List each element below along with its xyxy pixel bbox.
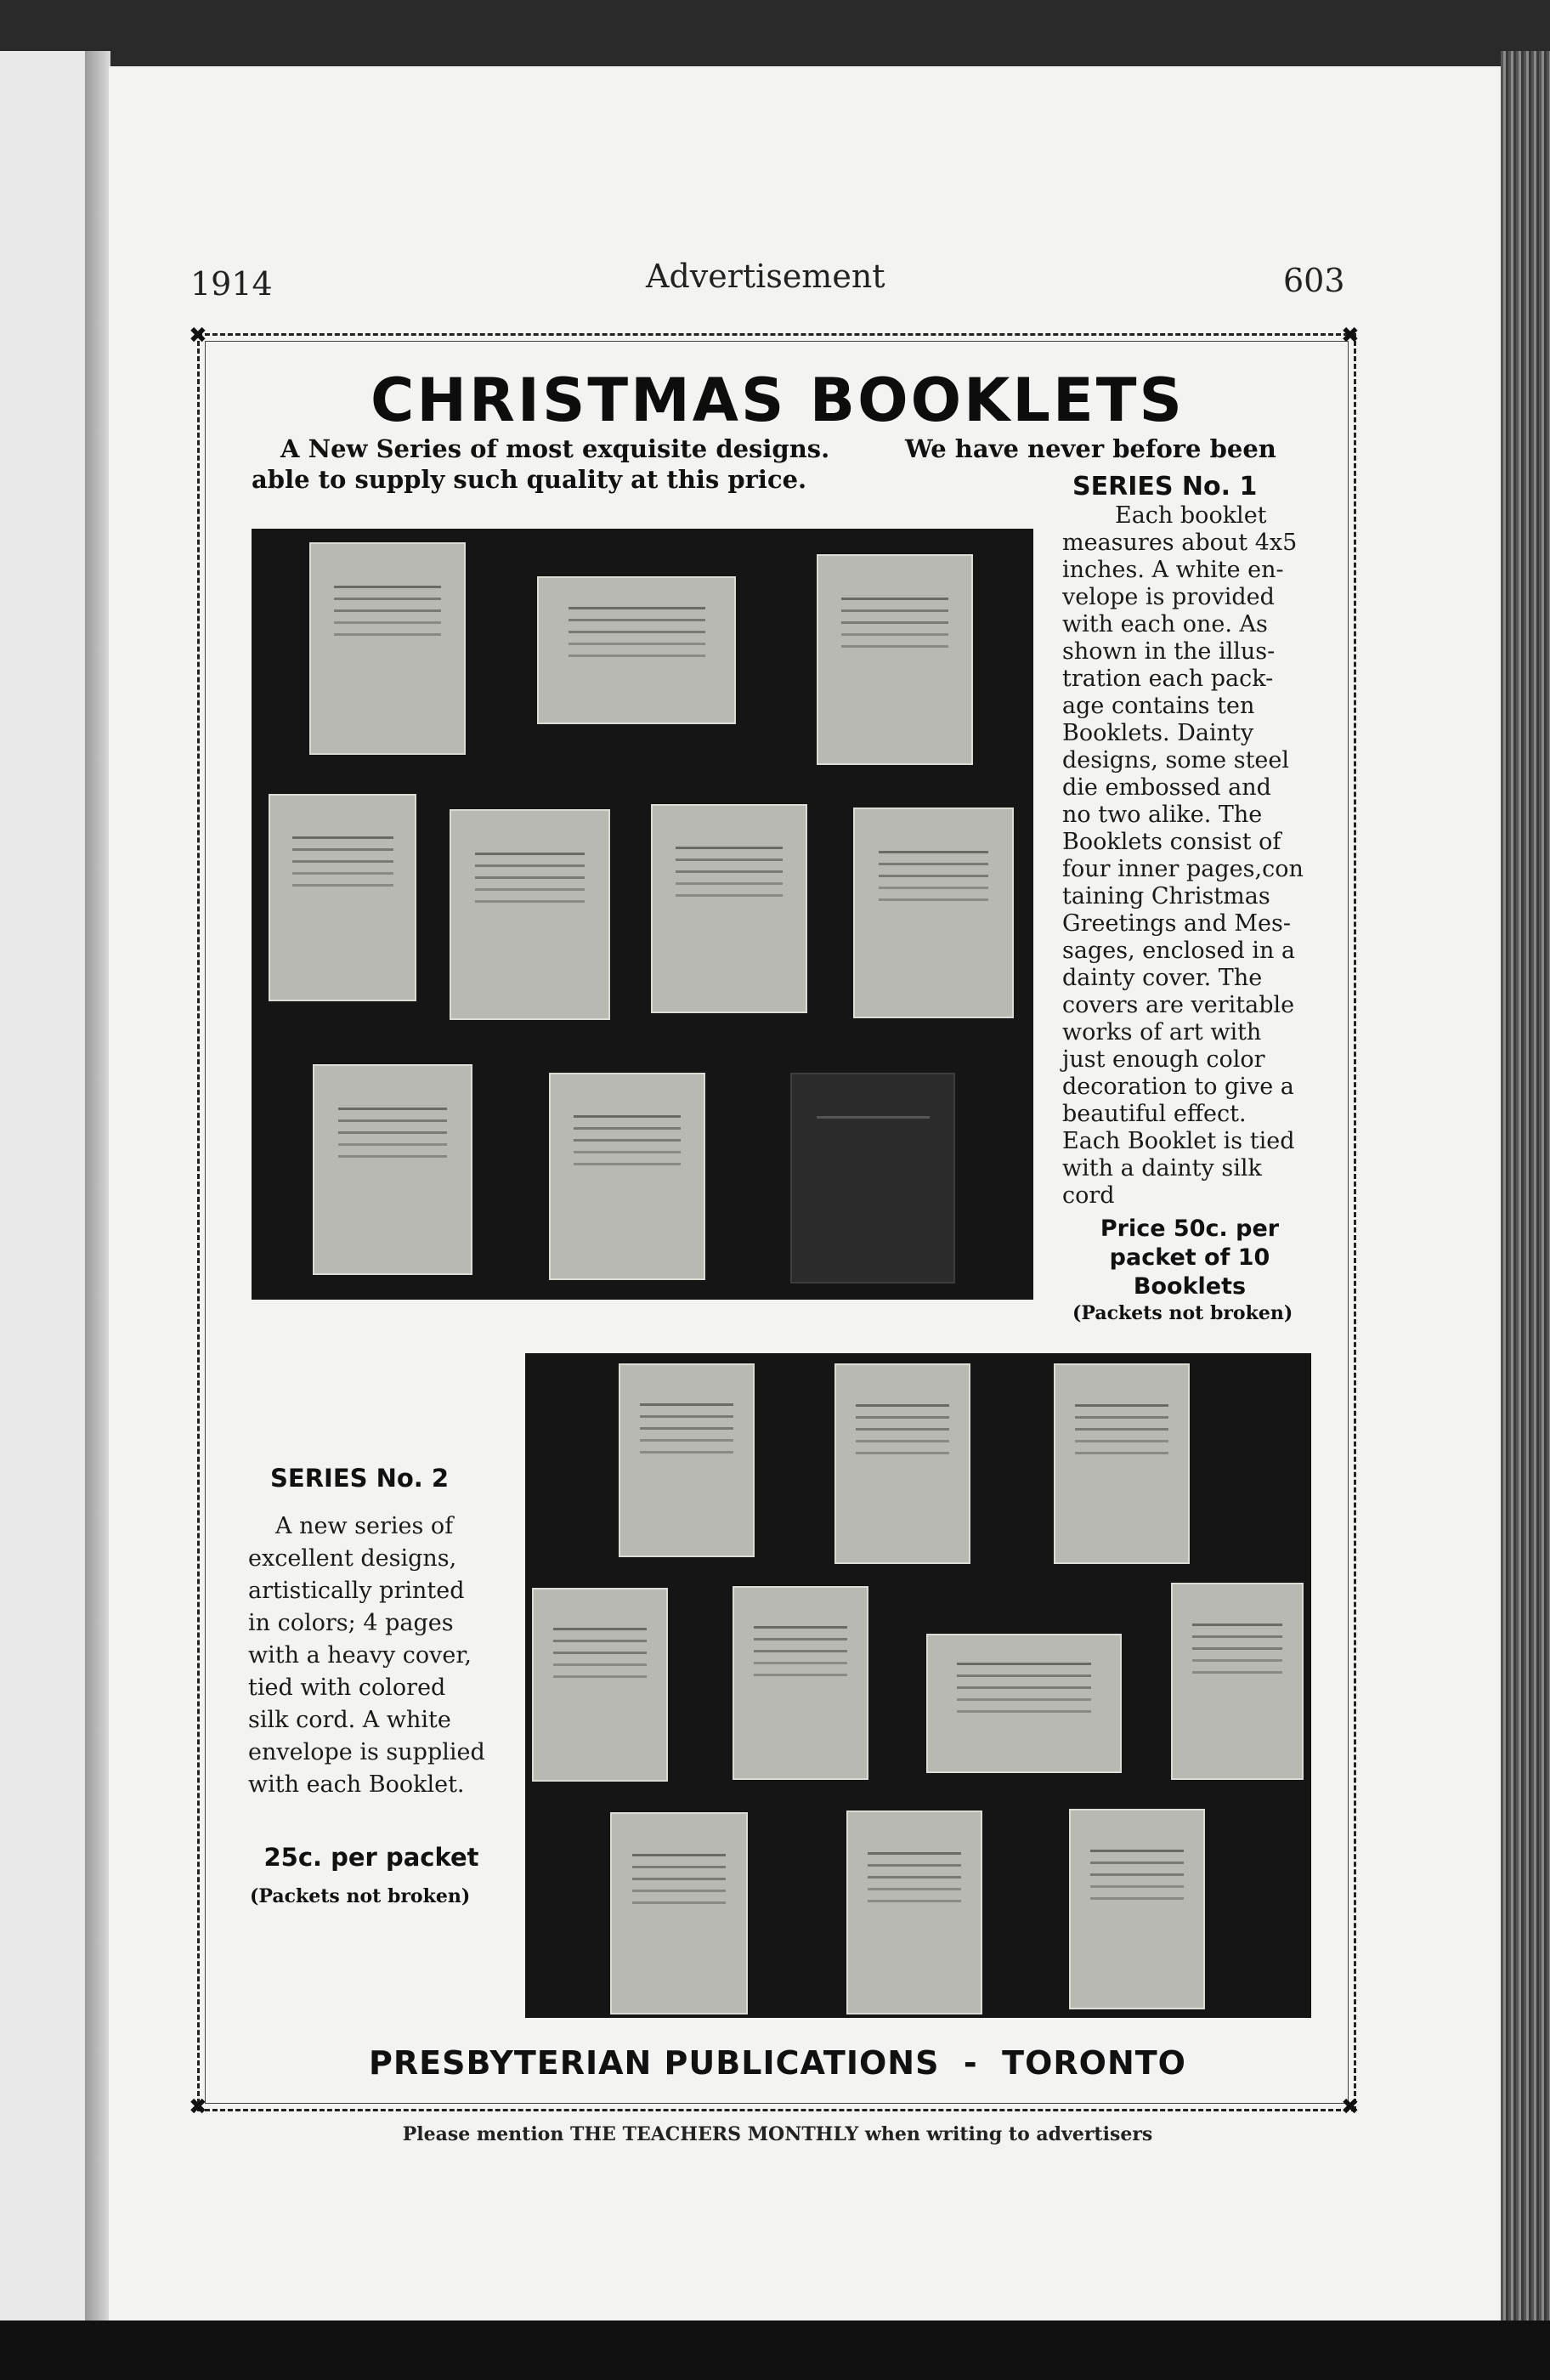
booklet-image (1054, 1363, 1190, 1564)
book-gutter (85, 51, 110, 2329)
series-1-description-line: age contains ten (1062, 693, 1255, 719)
series-1-description-line: covers are veritable (1062, 992, 1295, 1018)
series-1-price-line: packet of 10 (1109, 1244, 1270, 1271)
booklet-image (853, 808, 1014, 1018)
series-2-description-line: with each Booklet. (248, 1771, 465, 1798)
intro-text: able to supply such quality at this price. (252, 465, 807, 494)
series-1-description-line: works of art with (1062, 1019, 1262, 1046)
series-1-note: (Packets not broken) (1072, 1302, 1293, 1324)
booklet-image (846, 1810, 982, 2014)
series-1-description-line: die embossed and (1062, 774, 1271, 801)
series-1-description-line: no two alike. The (1062, 802, 1263, 828)
series-1-description-line: dainty cover. The (1062, 965, 1263, 991)
page-stack-edge (1501, 51, 1550, 2329)
series-1-description-line: decoration to give a (1062, 1074, 1294, 1100)
booklet-image (549, 1073, 705, 1280)
booklet-image (817, 554, 973, 765)
series-1-price-line: Price 50c. per (1100, 1216, 1280, 1242)
booklet-image (1171, 1583, 1304, 1780)
series-1-description-line: sages, enclosed in a (1062, 938, 1296, 964)
running-head-year: 1914 (190, 265, 273, 303)
ad-title: CHRISTMAS BOOKLETS (371, 366, 1185, 435)
series-2-description-line: artistically printed (248, 1578, 465, 1604)
page-number: 603 (1283, 262, 1345, 299)
series-2-description-line: excellent designs, (248, 1545, 457, 1572)
booklet-image (834, 1363, 970, 1564)
border-corner-ornament: ✖ (189, 2094, 207, 2120)
series-1-description-line: with a dainty silk (1062, 1155, 1262, 1182)
series-1-description-line: cord (1062, 1182, 1115, 1209)
series-1-description-line: Each booklet (1115, 502, 1267, 529)
series-1-description-line: velope is provided (1062, 584, 1275, 610)
intro-text: We have never before been (905, 434, 1276, 463)
series-1-price-line: Booklets (1133, 1273, 1247, 1300)
series-1-description-line: shown in the illus- (1062, 638, 1276, 665)
series-1-description-line: Each Booklet is tied (1062, 1128, 1295, 1154)
booklet-image (313, 1064, 472, 1275)
series-1-description-line: Booklets. Dainty (1062, 720, 1254, 746)
booklet-image (790, 1073, 955, 1284)
running-head-title: Advertisement (646, 258, 885, 295)
booklet-image (619, 1363, 755, 1557)
series-2-description-line: silk cord. A white (248, 1707, 451, 1733)
series-1-description-line: taining Christmas (1062, 883, 1270, 910)
series-2-description-line: in colors; 4 pages (248, 1610, 454, 1636)
series-1-description-line: Booklets consist of (1062, 829, 1281, 855)
publisher-name: PRESBYTERIAN PUBLICATIONS - TORONTO (369, 2044, 1186, 2082)
series-2-description-line: tied with colored (248, 1674, 446, 1701)
series-1-description-line: beautiful effect. (1062, 1101, 1247, 1127)
series-1-description-line: measures about 4x5 (1062, 530, 1298, 556)
series-1-description-line: designs, some steel (1062, 747, 1290, 774)
series-1-description-line: tration each pack- (1062, 666, 1274, 692)
series-1-description-line: just enough color (1062, 1046, 1265, 1073)
book-edge-bottom (0, 2320, 1550, 2380)
booklet-image (537, 576, 736, 724)
booklet-image (651, 804, 807, 1013)
series-1-heading: SERIES No. 1 (1072, 472, 1258, 502)
booklet-image (269, 794, 416, 1001)
border-corner-ornament: ✖ (189, 323, 207, 348)
footer-note: Please mention THE TEACHERS MONTHLY when writing to advertisers (402, 2123, 1153, 2145)
series-2-description-line: A new series of (275, 1513, 454, 1539)
series-1-description-line: inches. A white en- (1062, 557, 1284, 583)
series-2-description-line: with a heavy cover, (248, 1642, 472, 1669)
series-1-description-line: Greetings and Mes- (1062, 910, 1291, 937)
series-1-description-line: four inner pages,con (1062, 856, 1304, 882)
booklet-image (532, 1588, 668, 1782)
booklet-image (450, 809, 610, 1020)
series-2-price: 25c. per packet (263, 1843, 479, 1872)
border-corner-ornament: ✖ (1341, 2094, 1360, 2120)
facing-page-edge (0, 51, 88, 2329)
series-2-description-line: envelope is supplied (248, 1739, 485, 1765)
series-2-booklets-photo (525, 1353, 1311, 2018)
booklet-image (1069, 1809, 1205, 2009)
border-corner-ornament: ✖ (1341, 323, 1360, 348)
book-edge-top (0, 0, 1550, 68)
series-2-heading: SERIES No. 2 (270, 1464, 450, 1493)
series-1-description-line: with each one. As (1062, 611, 1268, 638)
booklet-image (926, 1634, 1122, 1773)
booklet-image (309, 542, 466, 755)
series-1-booklets-photo (252, 529, 1033, 1300)
booklet-image (733, 1586, 868, 1780)
intro-text: A New Series of most exquisite designs. (280, 434, 830, 463)
booklet-image (610, 1812, 748, 2014)
series-2-note: (Packets not broken) (250, 1885, 471, 1907)
